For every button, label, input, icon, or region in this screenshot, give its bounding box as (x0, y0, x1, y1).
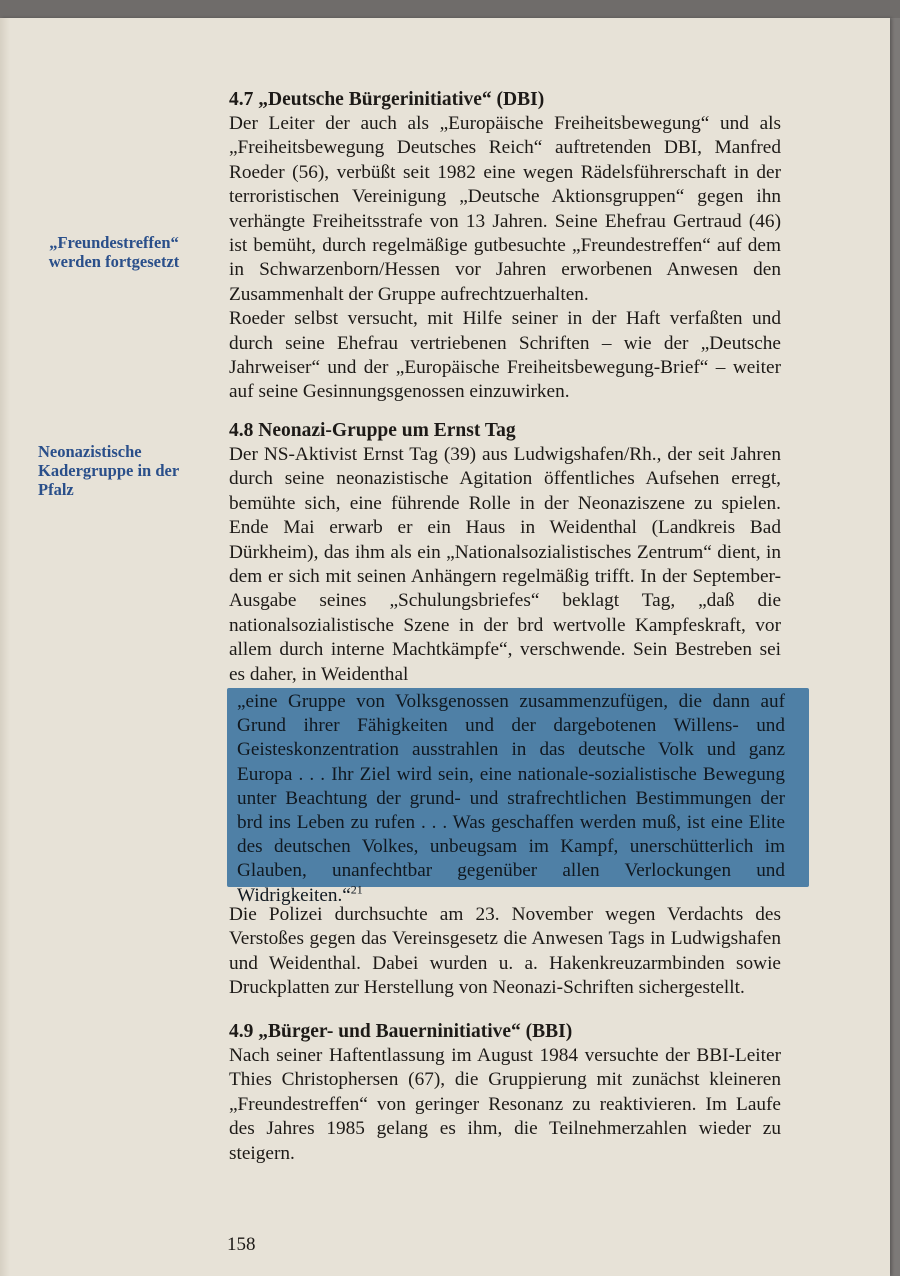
paragraph: Der Leiter der auch als „Europäische Freiheitsbewegung“ und als „Freiheitsbewegung Deutsches Reich“ auftretenden DBI, Manfred Roeder (56), verbüßt seit 1982 eine wegen Rädelsführerschaft in der terroristischen Vereinigung „Deutsche Aktionsgruppen“ gegen ihn verhängte Freiheitsstrafe von 13 Jahren. Seine Ehefrau Gertraud (46) ist bemüht, durch regelmäßige gutbesuchte „Freundestreffen“ auf dem in Schwarzenborn/Hessen vor Jahren erworbenen Anwesen den Zusammenhalt der Gruppe aufrechtzuerhalten. (229, 113, 781, 305)
highlighted-quote-box (227, 688, 809, 906)
paragraph: Roeder selbst versucht, mit Hilfe seiner in der Haft verfaßten und durch seine Ehefrau vertriebenen Schriften – wie der „Deutsche Jahrweiser“ und der „Europäische Freiheitsbewegung-Brief“ – weiter auf seine Gesinnungsgenossen einzuwirken. (229, 308, 781, 403)
section-heading: 4.9 „Bürger- und Bauerninitiative“ (BBI) (229, 1021, 573, 1042)
paragraph: Der NS-Aktivist Ernst Tag (39) aus Ludwigshafen/Rh., der seit Jahren durch seine neonazistische Agitation öffentliches Aufsehen erregt, bemühte sich, eine führende Rolle in der Neonaziszene zu spielen. Ende Mai erwarb er ein Haus in Weidenthal (Landkreis Bad Dürkheim), das ihm als ein „Nationalsozialistisches Zentrum“ dient, in dem er sich mit seinen Anhängern regelmäßig trifft. In der September-Ausgabe seines „Schulungsbriefes“ beklagt Tag, „daß die nationalsozialistische Szene in der brd wertvolle Kampfeskraft, vor allem durch interne Machtkämpfe“, verschwende. Sein Bestreben sei es daher, in Weidenthal (229, 444, 781, 685)
page-gutter-shade (0, 18, 10, 1276)
paragraph: Nach seiner Haftentlassung im August 1984 versuchte der BBI-Leiter Thies Christophersen (67), die Gruppierung mit zunächst kleineren „Freundestreffen“ von geringer Resonanz zu reaktivieren. Im Laufe des Jahres 1985 gelang es ihm, die Teilnehmerzahlen wieder zu steigern. (229, 1045, 781, 1164)
section-4-8-continued (229, 903, 781, 1001)
quote-text (237, 690, 785, 908)
page-number: 158 (227, 1234, 256, 1255)
footnote-marker: 21 (350, 882, 363, 897)
margin-note-kadergruppe: Neonazistische Kadergruppe in der Pfalz (38, 442, 179, 499)
section-4-9 (229, 1020, 781, 1166)
margin-note-freundestreffen: „Freundestreffen“ werden fortgesetzt (48, 233, 180, 271)
section-4-8 (229, 419, 781, 687)
quote-body: „eine Gruppe von Volksgenossen zusammenzufügen, die dann auf Grund ihrer Fähigkeiten und der dargebotenen Willens- und Geisteskonzentration ausstrahlen in das deutsche Volk und ganz Europa . . . Ihr Ziel wird sein, eine nationale-sozialistische Bewegung unter Beachtung der grund- und strafrechtlichen Bestimmungen der brd ins Leben zu rufen . . . Was geschaffen werden muß, ist eine Elite des deutschen Volkes, unbeugsam im Kampf, unerschütterlich im Glauben, unanfechtbar gegenüber allen Verlockungen und Widrigkeiten.“ (237, 691, 785, 906)
scan-top-edge (0, 0, 900, 18)
section-4-7 (229, 88, 781, 405)
section-heading: 4.8 Neonazi-Gruppe um Ernst Tag (229, 420, 516, 441)
section-heading: 4.7 „Deutsche Bürgerinitiative“ (DBI) (229, 89, 545, 110)
paragraph: Die Polizei durchsuchte am 23. November wegen Verdachts des Verstoßes gegen das Vereinsgesetz die Anwesen Tags in Ludwigshafen und Weidenthal. Dabei wurden u. a. Hakenkreuzarmbinden sowie Druckplatten zur Herstellung von Neonazi-Schriften sichergestellt. (229, 904, 781, 999)
